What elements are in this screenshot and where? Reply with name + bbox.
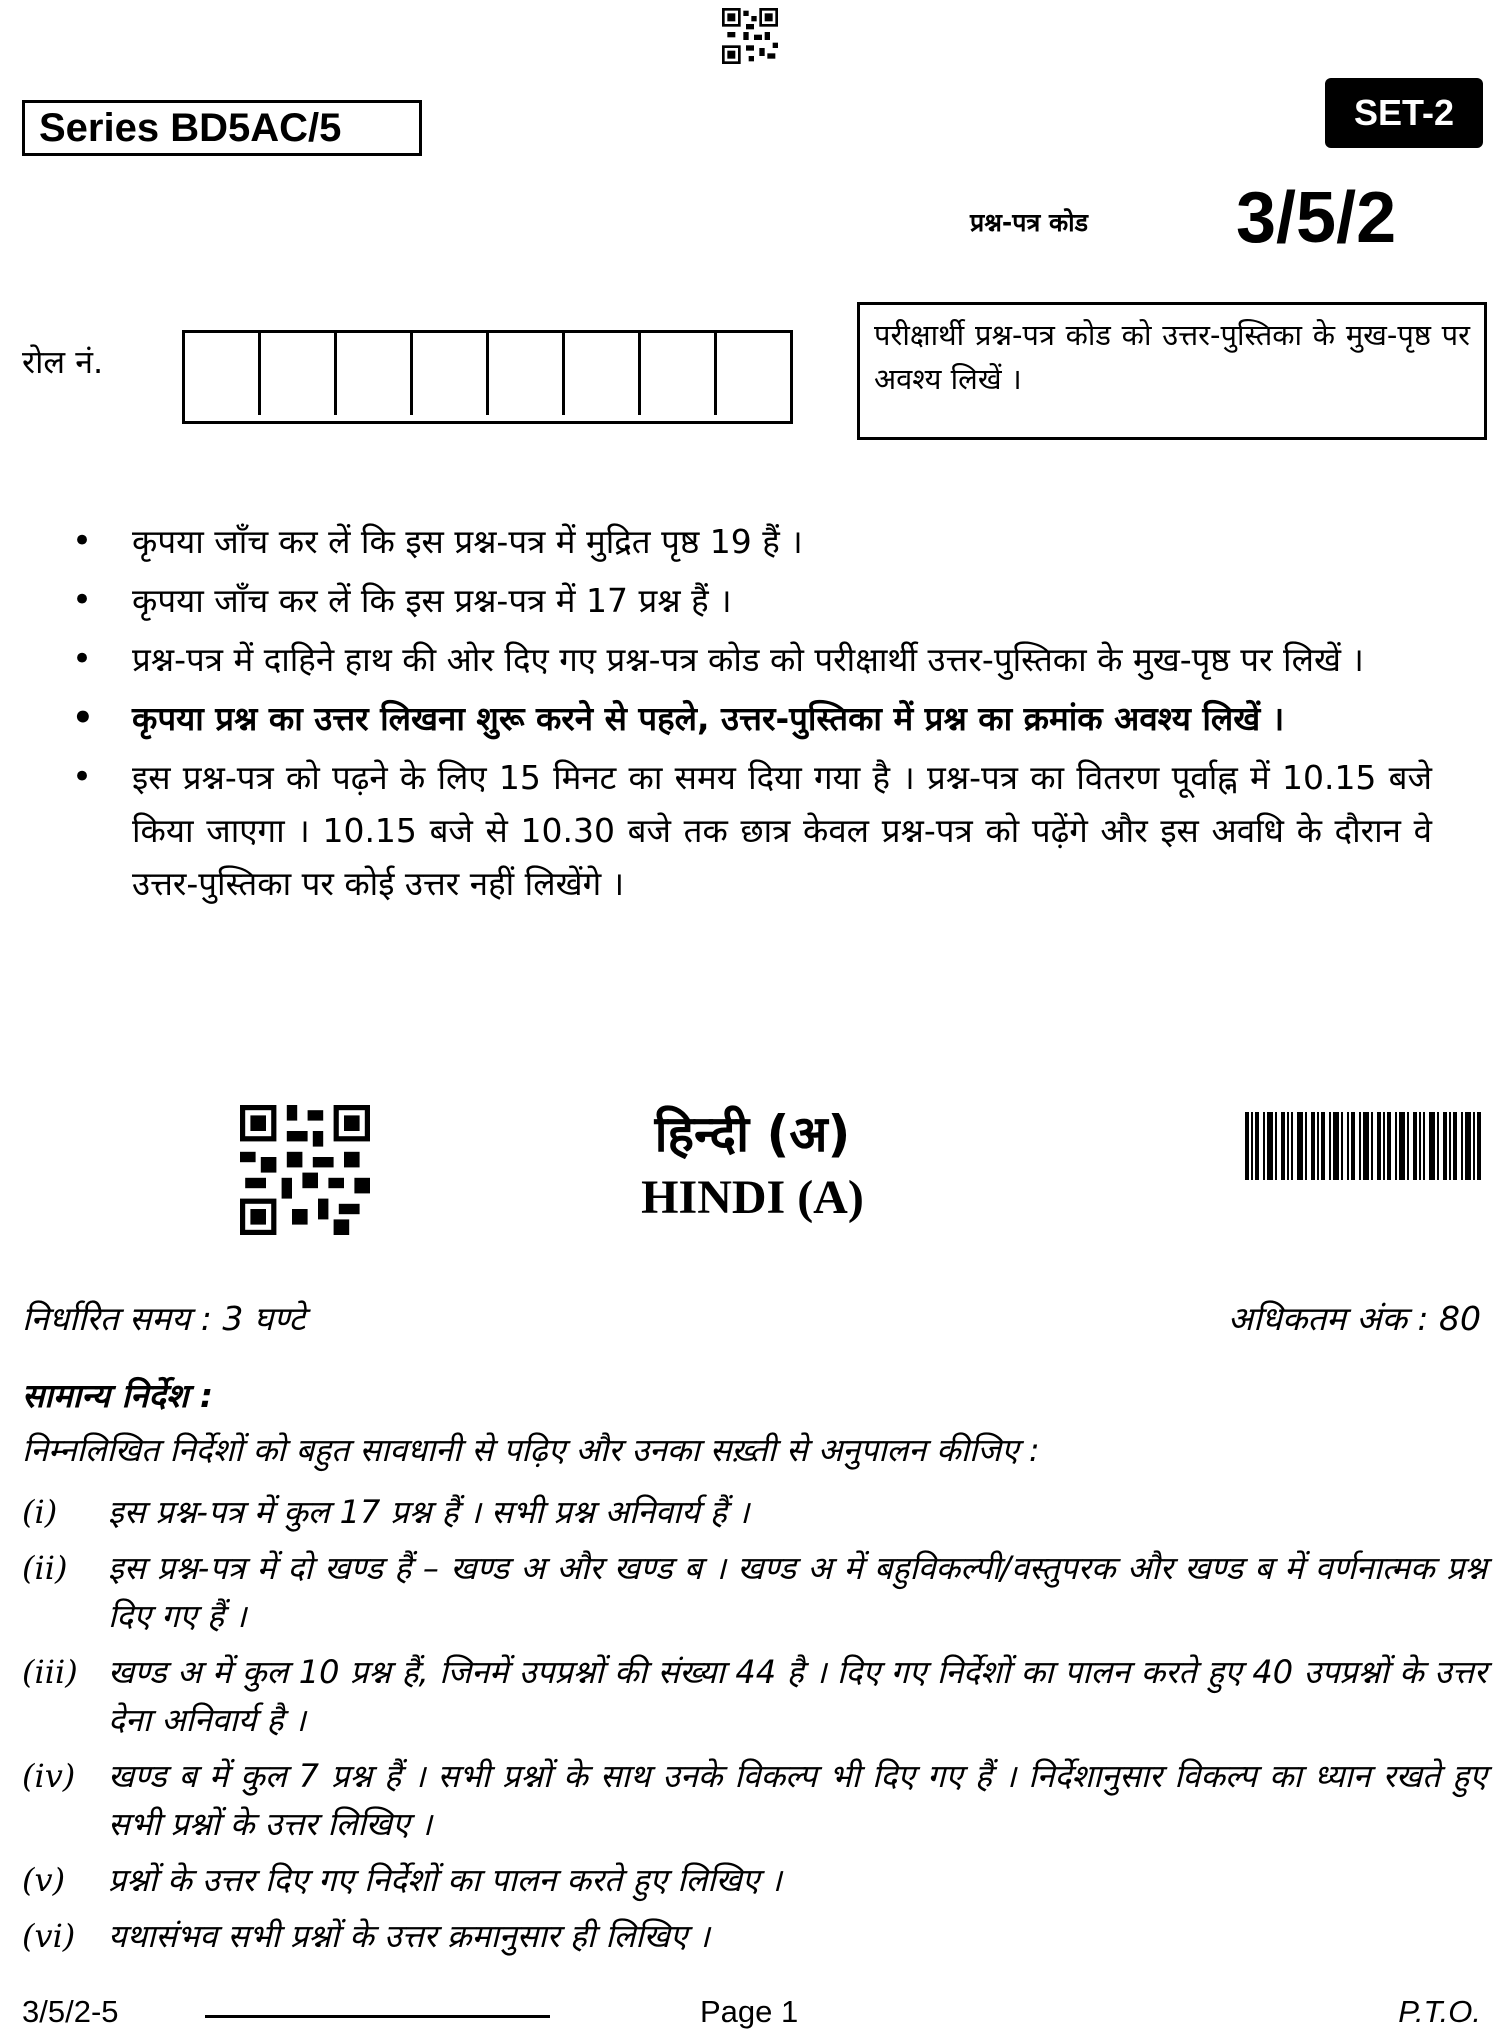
instruction-text: इस प्रश्न-पत्र में दो खण्ड हैं – खण्ड अ और खण्ड ब । खण्ड अ में बहुविकल्पी/वस्तुपरक और खण्ड ब में वर्णनात्मक प्रश्न दिए गए हैं । (108, 1549, 1487, 1635)
footer-divider (205, 2015, 550, 2018)
paper-code-label: प्रश्न-पत्र कोड (970, 208, 1089, 237)
roll-number-cell[interactable] (261, 333, 337, 415)
checklist-item: • प्रश्न-पत्र में दाहिने हाथ की ओर दिए गए प्रश्न-पत्र कोड को परीक्षार्थी उत्तर-पुस्तिका के मुख-पृष्ठ पर लिखें । (72, 633, 1432, 686)
page-number: Page 1 (700, 1994, 799, 2029)
roll-number-cell[interactable] (413, 333, 489, 415)
checklist-item: • कृपया जाँच कर लें कि इस प्रश्न-पत्र में 17 प्रश्न हैं । (72, 574, 1432, 627)
instruction-item (22, 1752, 1487, 1848)
instruction-number: (iii) (22, 1653, 78, 1691)
roll-number-cell[interactable] (641, 333, 717, 415)
instruction-item (22, 1544, 1487, 1640)
instruction-text: प्रश्नों के उत्तर दिए गए निर्देशों का पालन करते हुए लिखिए । (108, 1861, 782, 1899)
set-badge: SET-2 (1325, 78, 1483, 148)
time-allowed: निर्धारित समय : 3 घण्टे (22, 1299, 306, 1338)
qr-code-top (722, 8, 778, 64)
general-instructions-intro: निम्नलिखित निर्देशों को बहुत सावधानी से पढ़िए और उनका सख़्ती से अनुपालन कीजिए : (22, 1431, 1040, 1469)
barcode (1245, 1112, 1481, 1180)
general-instructions-list (22, 1488, 1487, 1968)
instruction-number: (ii) (22, 1549, 68, 1587)
paper-code-notice: परीक्षार्थी प्रश्न-पत्र कोड को उत्तर-पुस्तिका के मुख-पृष्ठ पर अवश्य लिखें । (857, 302, 1487, 440)
instruction-text: खण्ड ब में कुल 7 प्रश्न हैं । सभी प्रश्नों के साथ उनके विकल्प भी दिए गए हैं । निर्देशानुसार विकल्प का ध्यान रखते हुए सभी प्रश्नों के उत्तर लिखिए । (108, 1757, 1487, 1843)
roll-number-cell[interactable] (717, 333, 790, 415)
instruction-item (22, 1912, 1487, 1960)
paper-code: 3/5/2 (1236, 178, 1397, 258)
instruction-text: खण्ड अ में कुल 10 प्रश्न हैं, जिनमें उपप्रश्नों की संख्या 44 है । दिए गए निर्देशों का पालन करते हुए 40 उपप्रश्नों के उत्तर देना अनिवार्य है । (108, 1653, 1487, 1739)
roll-number-label: रोल नं. (22, 343, 104, 381)
checklist-item: • कृपया प्रश्न का उत्तर लिखना शुरू करने से पहले, उत्तर-पुस्तिका में प्रश्न का क्रमांक अवश्य लिखें । (72, 692, 1432, 745)
roll-number-cell[interactable] (185, 333, 261, 415)
maximum-marks: अधिकतम अंक : 80 (1227, 1299, 1481, 1338)
pre-exam-checklist (72, 515, 1432, 916)
checklist-item: • कृपया जाँच कर लें कि इस प्रश्न-पत्र में मुद्रित पृष्ठ 19 हैं । (72, 515, 1432, 568)
instruction-number: (iv) (22, 1757, 76, 1795)
please-turn-over: P.T.O. (1398, 1994, 1481, 2029)
general-instructions-title: सामान्य निर्देश : (22, 1376, 214, 1415)
subject-title-english: HINDI (A) (641, 1171, 864, 1224)
instruction-number: (v) (22, 1861, 66, 1899)
checklist-item: • इस प्रश्न-पत्र को पढ़ने के लिए 15 मिनट का समय दिया गया है । प्रश्न-पत्र का वितरण पूर्वाह्न में 10.15 बजे किया जाएगा । 10.15 बजे से 10.30 बजे तक छात्र केवल प्रश्न-पत्र को पढ़ेंगे और इस अवधि के दौरान वे उत्तर-पुस्तिका पर कोई उत्तर नहीं लिखेंगे । (72, 751, 1432, 910)
instruction-text: इस प्रश्न-पत्र में कुल 17 प्रश्न हैं । सभी प्रश्न अनिवार्य हैं । (108, 1493, 750, 1531)
instruction-number: (vi) (22, 1917, 76, 1955)
series-label: Series BD5AC/5 (22, 100, 422, 156)
instruction-text: यथासंभव सभी प्रश्नों के उत्तर क्रमानुसार ही लिखिए । (108, 1917, 710, 1955)
footer-paper-code: 3/5/2-5 (22, 1994, 119, 2029)
instruction-item (22, 1856, 1487, 1904)
instruction-item (22, 1648, 1487, 1744)
subject-title-hindi: हिन्दी (अ) (654, 1105, 851, 1163)
roll-number-cell[interactable] (337, 333, 413, 415)
instruction-item (22, 1488, 1487, 1536)
roll-number-cell[interactable] (489, 333, 565, 415)
instruction-number: (i) (22, 1493, 58, 1531)
roll-number-boxes[interactable] (182, 330, 793, 424)
roll-number-cell[interactable] (565, 333, 641, 415)
